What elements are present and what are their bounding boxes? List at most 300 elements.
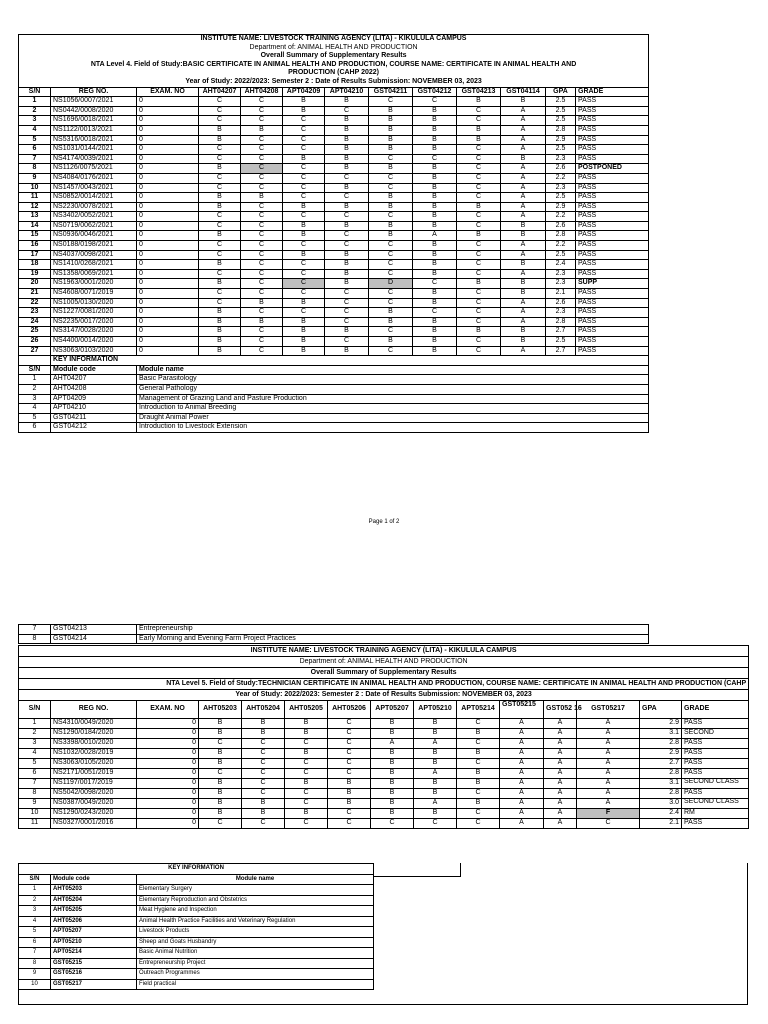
grade-cell: A — [414, 769, 457, 779]
key-serial: 2 — [19, 895, 51, 906]
gpa-cell: 2.8 — [640, 739, 682, 749]
serial-cell: 12 — [19, 202, 51, 212]
table-row — [19, 739, 749, 749]
grade-cell: B — [413, 221, 457, 231]
grade-cell: C — [457, 183, 501, 193]
gpa-cell: 2.5 — [546, 337, 576, 347]
gpa-cell: 2.2 — [546, 212, 576, 222]
grade-cell: C — [328, 729, 371, 739]
key-column-header: Module name — [137, 365, 649, 375]
grade-cell: C — [457, 260, 501, 270]
institute-name: INSTITUTE NAME: LIVESTOCK TRAINING AGENCY (LITA) - KIKULULA CAMPUS — [19, 35, 649, 44]
table-row — [19, 193, 649, 203]
grade-cell: C — [285, 769, 328, 779]
grade-cell: B — [371, 789, 414, 799]
key-row — [19, 634, 649, 644]
result-cell: PASS — [576, 231, 649, 241]
exam-no-cell: 0 — [137, 799, 199, 809]
result-cell: PASS — [576, 298, 649, 308]
grade-cell: B — [199, 317, 241, 327]
grade-cell: A — [500, 769, 544, 779]
gpa-cell: 2.5 — [546, 116, 576, 126]
exam-no-cell: 0 — [137, 164, 199, 174]
grade-cell: C — [457, 154, 501, 164]
exam-no-cell: 0 — [137, 269, 199, 279]
result-cell: RM — [682, 809, 749, 819]
grade-cell: B — [413, 193, 457, 203]
column-header: GPA — [546, 87, 576, 97]
reg-no-cell: NS2171/0051/2019 — [51, 769, 137, 779]
column-header: GST04211 — [369, 87, 413, 97]
module-code: GST04212 — [51, 423, 137, 433]
column-header: REG NO. — [51, 701, 137, 719]
key-row — [19, 958, 374, 969]
grade-cell: B — [199, 260, 241, 270]
exam-no-cell: 0 — [137, 221, 199, 231]
serial-cell: 4 — [19, 749, 51, 759]
column-header: GST04114 — [501, 87, 546, 97]
grade-cell: B — [283, 221, 325, 231]
grade-cell: B — [199, 779, 242, 789]
serial-cell: 14 — [19, 221, 51, 231]
grade-cell: B — [413, 289, 457, 299]
column-header: GST05217 — [577, 701, 640, 719]
grade-cell: C — [457, 739, 500, 749]
grade-cell: C — [457, 116, 501, 126]
grade-cell: B — [199, 719, 242, 729]
key-serial: 6 — [19, 423, 51, 433]
grade-cell: C — [325, 231, 369, 241]
grade-cell: B — [285, 809, 328, 819]
grade-cell: A — [501, 241, 546, 251]
serial-cell: 9 — [19, 799, 51, 809]
result-cell: PASS — [576, 221, 649, 231]
key-row — [19, 404, 649, 414]
grade-cell: C — [199, 819, 242, 829]
grade-cell: A — [500, 789, 544, 799]
grade-cell: C — [283, 125, 325, 135]
key-row — [19, 906, 374, 917]
key-row — [19, 969, 374, 980]
gpa-cell: 2.7 — [546, 327, 576, 337]
result-cell: PASS — [576, 327, 649, 337]
grade-cell: C — [199, 241, 241, 251]
reg-no-cell: NS2235/0017/2020 — [51, 317, 137, 327]
reg-no-cell: NS4037/0098/2021 — [51, 250, 137, 260]
column-header: AHT05203 — [199, 701, 242, 719]
table-row — [19, 125, 649, 135]
key-serial: 1 — [19, 375, 51, 385]
grade-cell: B — [199, 193, 241, 203]
grade-cell: A — [544, 809, 577, 819]
grade-cell: B — [413, 260, 457, 270]
grade-cell: C — [325, 212, 369, 222]
gpa-cell: 2.6 — [546, 221, 576, 231]
grade-cell: C — [241, 289, 283, 299]
serial-cell: 13 — [19, 212, 51, 222]
grade-cell: A — [501, 212, 546, 222]
serial-cell: 25 — [19, 327, 51, 337]
grade-cell: C — [369, 298, 413, 308]
grade-cell: B — [283, 231, 325, 241]
table-row — [19, 241, 649, 251]
grade-cell: C — [369, 154, 413, 164]
exam-no-cell: 0 — [137, 769, 199, 779]
table-row — [19, 221, 649, 231]
key-row — [19, 384, 649, 394]
table-row — [19, 250, 649, 260]
grade-cell: B — [371, 729, 414, 739]
key-serial: 9 — [19, 969, 51, 980]
grade-cell: C — [241, 106, 283, 116]
key-serial: 8 — [19, 958, 51, 969]
gpa-cell: 2.5 — [546, 106, 576, 116]
column-header: GST052 16 — [544, 701, 577, 719]
reg-no-cell: NS0387/0049/2020 — [51, 799, 137, 809]
key-column-header: S/N — [19, 365, 51, 375]
grade-cell: C — [283, 308, 325, 318]
reg-no-cell: NS4310/0049/2020 — [51, 719, 137, 729]
department-name: Department of: ANIMAL HEALTH AND PRODUCTION — [19, 44, 649, 53]
grade-cell: C — [325, 289, 369, 299]
grade-cell: C — [369, 97, 413, 107]
grade-cell: A — [501, 250, 546, 260]
grade-cell: B — [369, 221, 413, 231]
grade-cell: C — [199, 154, 241, 164]
grade-cell: B — [413, 173, 457, 183]
year-of-study-2: Year of Study: 2022/2023: Semester 2 : Date of Results Submission: NOVEMBER 03, 2023 — [19, 690, 749, 701]
grade-cell: B — [414, 809, 457, 819]
level5-header — [19, 646, 749, 701]
grade-cell: B — [369, 145, 413, 155]
grade-cell: B — [325, 116, 369, 126]
exam-no-cell: 0 — [137, 289, 199, 299]
result-cell: PASS — [576, 308, 649, 318]
module-name: General Pathology — [137, 384, 649, 394]
module-code: AHT05206 — [51, 916, 137, 927]
grade-cell: B — [501, 97, 546, 107]
module-code: GST04214 — [51, 634, 137, 644]
key-serial: 3 — [19, 906, 51, 917]
module-name: Sheep and Goats Husbandry — [137, 937, 374, 948]
gpa-cell: 2.8 — [640, 769, 682, 779]
grade-cell: B — [325, 183, 369, 193]
reg-no-cell: NS1227/0081/2020 — [51, 308, 137, 318]
grade-cell: C — [199, 289, 241, 299]
grade-cell: C — [457, 809, 500, 819]
serial-cell: 5 — [19, 759, 51, 769]
serial-cell: 27 — [19, 346, 51, 356]
grade-cell: A — [414, 799, 457, 809]
grade-cell: B — [414, 759, 457, 769]
exam-no-cell: 0 — [137, 819, 199, 829]
grade-cell: B — [413, 298, 457, 308]
grade-cell: B — [325, 154, 369, 164]
result-cell: PASS — [576, 317, 649, 327]
grade-cell: B — [199, 164, 241, 174]
serial-cell: 1 — [19, 97, 51, 107]
header-row — [19, 701, 749, 719]
table-row — [19, 231, 649, 241]
grade-cell: B — [501, 154, 546, 164]
grade-cell: B — [199, 809, 242, 819]
gpa-cell: 2.5 — [546, 97, 576, 107]
key-title-row — [19, 864, 374, 875]
column-header: AHT04207 — [199, 87, 241, 97]
key-serial: 6 — [19, 937, 51, 948]
module-code: GST05217 — [51, 979, 137, 990]
result-cell: PASS — [576, 193, 649, 203]
grade-cell: A — [501, 106, 546, 116]
exam-no-cell: 0 — [137, 729, 199, 739]
table-row — [19, 260, 649, 270]
gpa-cell: 2.9 — [640, 719, 682, 729]
table-row — [19, 789, 749, 799]
result-cell: SECOND CLASS — [682, 799, 749, 809]
grade-cell: C — [457, 719, 500, 729]
grade-cell: B — [242, 809, 285, 819]
serial-cell: 6 — [19, 145, 51, 155]
reg-no-cell: NS0852/0014/2021 — [51, 193, 137, 203]
grade-cell: B — [501, 260, 546, 270]
key-divider — [373, 863, 461, 877]
grade-cell: B — [328, 779, 371, 789]
grade-cell: C — [413, 279, 457, 289]
module-name: Entrepreneurship Project — [137, 958, 374, 969]
reg-no-cell: NS1696/0018/2021 — [51, 116, 137, 126]
serial-cell: 11 — [19, 193, 51, 203]
reg-no-cell: NS3147/0028/2020 — [51, 327, 137, 337]
institute-name-2: INSTITUTE NAME: LIVESTOCK TRAINING AGENCY (LITA) - KIKULULA CAMPUS — [19, 646, 749, 657]
level5-column-headers — [19, 701, 749, 719]
gpa-cell: 2.1 — [640, 819, 682, 829]
serial-cell: 18 — [19, 260, 51, 270]
module-name: Field practical — [137, 979, 374, 990]
grade-cell: A — [577, 769, 640, 779]
table-row — [19, 289, 649, 299]
grade-cell: C — [241, 116, 283, 126]
level5-results-table — [18, 645, 749, 829]
reg-no-cell: NS5316/0018/2021 — [51, 135, 137, 145]
grade-cell: C — [283, 289, 325, 299]
grade-cell: A — [544, 719, 577, 729]
grade-cell: C — [413, 308, 457, 318]
grade-cell: C — [199, 298, 241, 308]
grade-cell: B — [283, 154, 325, 164]
grade-cell: B — [199, 729, 242, 739]
grade-cell: C — [328, 739, 371, 749]
grade-cell: C — [241, 337, 283, 347]
grade-cell: B — [413, 346, 457, 356]
key-serial: 4 — [19, 916, 51, 927]
table-row — [19, 106, 649, 116]
grade-cell: C — [457, 193, 501, 203]
table-row — [19, 212, 649, 222]
module-name: Elementary Surgery — [137, 885, 374, 896]
result-cell: PASS — [576, 135, 649, 145]
reg-no-cell: NS1410/0268/2021 — [51, 260, 137, 270]
module-name: Elementary Reproduction and Obstetrics — [137, 895, 374, 906]
module-code: GST04211 — [51, 413, 137, 423]
grade-cell: B — [413, 183, 457, 193]
grade-cell: B — [413, 241, 457, 251]
grade-cell: B — [457, 769, 500, 779]
grade-cell: C — [241, 221, 283, 231]
table-row — [19, 154, 649, 164]
grade-cell: A — [544, 779, 577, 789]
result-cell: PASS — [682, 789, 749, 799]
serial-cell: 10 — [19, 809, 51, 819]
grade-cell: C — [242, 769, 285, 779]
reg-no-cell: NS4400/0014/2020 — [51, 337, 137, 347]
serial-cell: 11 — [19, 819, 51, 829]
grade-cell: C — [457, 289, 501, 299]
grade-cell: C — [325, 193, 369, 203]
reg-no-cell: NS1126/0075/2021 — [51, 164, 137, 174]
reg-no-cell: NS3398/0010/2020 — [51, 739, 137, 749]
gpa-cell: 2.2 — [546, 173, 576, 183]
grade-cell: B — [369, 135, 413, 145]
gpa-cell: 2.5 — [546, 250, 576, 260]
gpa-cell: 3.1 — [640, 779, 682, 789]
grade-cell: C — [285, 759, 328, 769]
grade-cell: B — [501, 231, 546, 241]
result-cell: PASS — [576, 241, 649, 251]
grade-cell: B — [457, 279, 501, 289]
serial-cell: 3 — [19, 116, 51, 126]
grade-cell: B — [413, 317, 457, 327]
key-serial: 2 — [19, 384, 51, 394]
result-cell: PASS — [576, 337, 649, 347]
grade-cell: B — [414, 729, 457, 739]
exam-no-cell: 0 — [137, 212, 199, 222]
grade-cell: B — [457, 749, 500, 759]
exam-no-cell: 0 — [137, 173, 199, 183]
grade-cell: C — [413, 154, 457, 164]
grade-cell: B — [325, 221, 369, 231]
grade-cell: C — [241, 97, 283, 107]
grade-cell: A — [501, 183, 546, 193]
grade-cell: C — [325, 337, 369, 347]
column-header: EXAM. NO — [137, 701, 199, 719]
grade-cell: C — [457, 106, 501, 116]
grade-cell: C — [283, 116, 325, 126]
grade-cell: C — [241, 269, 283, 279]
gpa-cell: 2.3 — [546, 269, 576, 279]
module-name: Early Morning and Evening Farm Project Practices — [137, 634, 649, 644]
grade-cell: B — [199, 346, 241, 356]
grade-cell: C — [369, 173, 413, 183]
serial-cell: 1 — [19, 719, 51, 729]
grade-cell: B — [457, 729, 500, 739]
result-cell: PASS — [682, 739, 749, 749]
grade-cell: A — [577, 729, 640, 739]
module-code: GST04213 — [51, 625, 137, 635]
grade-cell: B — [283, 327, 325, 337]
grade-cell: C — [328, 759, 371, 769]
grade-cell: B — [325, 135, 369, 145]
key-serial: 4 — [19, 404, 51, 414]
result-cell: PASS — [682, 819, 749, 829]
grade-cell: C — [283, 260, 325, 270]
exam-no-cell: 0 — [137, 298, 199, 308]
key-carryover-table — [18, 624, 649, 644]
serial-cell: 16 — [19, 241, 51, 251]
reg-no-cell: NS0442/0008/2020 — [51, 106, 137, 116]
level4-rows — [19, 97, 649, 356]
grade-cell: C — [283, 241, 325, 251]
key-serial: 5 — [19, 413, 51, 423]
grade-cell: C — [457, 173, 501, 183]
result-cell: PASS — [576, 346, 649, 356]
grade-cell: C — [241, 173, 283, 183]
department-name-2: Department of: ANIMAL HEALTH AND PRODUCTION — [19, 657, 749, 668]
grade-cell: B — [328, 789, 371, 799]
grade-cell: D — [369, 279, 413, 289]
module-code: AHT04208 — [51, 384, 137, 394]
column-header: APT04209 — [283, 87, 325, 97]
reg-no-cell: NS4608/0071/2019 — [51, 289, 137, 299]
column-header: AHT05205 — [285, 701, 328, 719]
table-row — [19, 809, 749, 819]
serial-cell: 26 — [19, 337, 51, 347]
exam-no-cell: 0 — [137, 193, 199, 203]
grade-cell: B — [325, 269, 369, 279]
serial-cell: 22 — [19, 298, 51, 308]
grade-cell: B — [241, 317, 283, 327]
grade-cell: B — [457, 202, 501, 212]
grade-cell: B — [283, 250, 325, 260]
gpa-cell: 2.9 — [546, 135, 576, 145]
grade-cell: B — [413, 202, 457, 212]
key-column-header: S/N — [19, 874, 51, 885]
grade-cell: A — [501, 116, 546, 126]
grade-cell: B — [501, 337, 546, 347]
grade-cell: C — [369, 289, 413, 299]
grade-cell: B — [369, 164, 413, 174]
grade-cell: C — [285, 789, 328, 799]
key-row — [19, 895, 374, 906]
grade-cell: C — [457, 819, 500, 829]
grade-cell: B — [457, 799, 500, 809]
table-row — [19, 769, 749, 779]
table-row — [19, 116, 649, 126]
grade-cell: B — [199, 789, 242, 799]
grade-cell: C — [241, 135, 283, 145]
grade-cell: C — [413, 97, 457, 107]
grade-cell: C — [241, 250, 283, 260]
serial-cell: 7 — [19, 154, 51, 164]
reg-no-cell: NS1056/0007/2021 — [51, 97, 137, 107]
grade-cell: C — [457, 308, 501, 318]
grade-cell: B — [413, 327, 457, 337]
grade-cell: B — [325, 279, 369, 289]
grade-cell: C — [241, 241, 283, 251]
grade-cell: C — [283, 269, 325, 279]
exam-no-cell: 0 — [137, 241, 199, 251]
grade-cell: B — [199, 337, 241, 347]
grade-cell: B — [413, 125, 457, 135]
grade-cell: C — [369, 269, 413, 279]
column-header: GST04213 — [457, 87, 501, 97]
grade-cell: B — [457, 327, 501, 337]
reg-no-cell: NS3063/0105/2020 — [51, 759, 137, 769]
grade-cell: A — [544, 769, 577, 779]
result-cell: SECOND CLASS — [682, 779, 749, 789]
column-header: REG NO. — [51, 87, 137, 97]
exam-no-cell: 0 — [137, 749, 199, 759]
grade-cell: B — [414, 789, 457, 799]
